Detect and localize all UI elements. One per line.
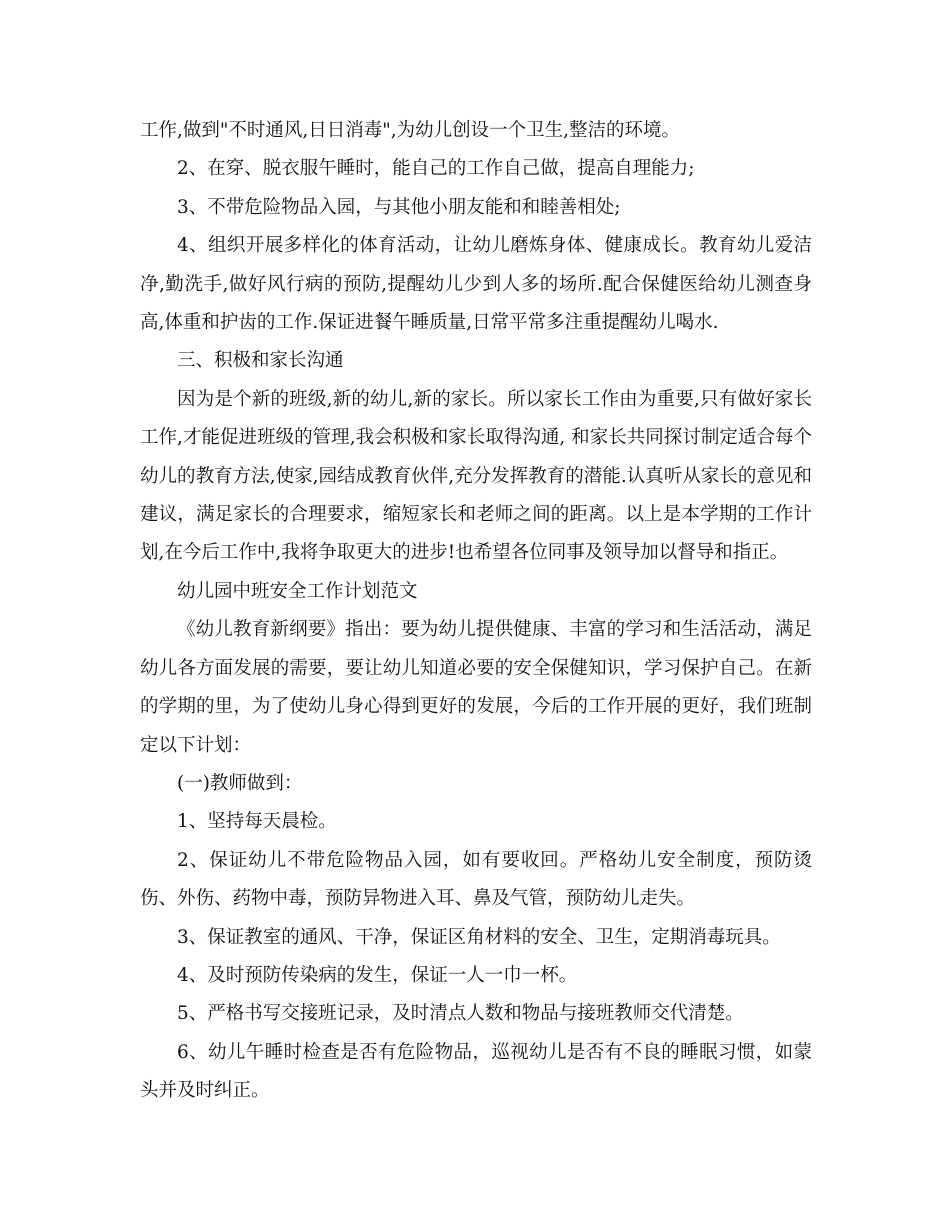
paragraph-intro: 《幼儿教育新纲要》指出：要为幼儿提供健康、丰富的学习和生活活动，满足幼儿各方面发展的需要，要让幼儿知道必要的安全保健知识，学习保护自己。在新的学期的里，为了使幼儿身心得到更好的发展，今后的工作开展的更好，我们班制定以下计划： [140,619,812,756]
paragraph-parent-communication: 因为是个新的班级,新的幼儿,新的家长。所以家长工作由为重要,只有做好家长工作,才能促进班级的管理,我会积极和家长取得沟通, 和家长共同探讨制定适合每个幼儿的教育方法,使家,园结成教育伙伴,充分发挥教育的潜能.认真听从家长的意见和建议，满足家长的合理要求，缩短家长和老师之间的距离。以上是本学期的工作计划,在今后工作中,我将争取更大的进步!也希望各位同事及领导加以督导和指正。 [140,388,812,564]
section-heading-teacher: (一)教师做到： [177,772,303,794]
list-item-5: 5、严格书写交接班记录，及时清点人数和物品与接班教师交代清楚。 [177,1003,744,1025]
list-item-6: 6、幼儿午睡时检查是否有危险物品，巡视幼儿是否有不良的睡眠习惯，如蒙头并及时纠正。 [140,1041,812,1102]
paragraph-item-4: 4、组织开展多样化的体育活动，让幼儿磨炼身体、健康成长。教育幼儿爱洁净,勤洗手,做好风行病的预防,提醒幼儿少到人多的场所.配合保健医给幼儿测查身高,体重和护齿的工作.保证进餐午睡质量,日常平常多注重提醒幼儿喝水. [140,235,812,334]
list-item-1: 1、坚持每天晨检。 [177,811,337,833]
document-subtitle: 幼儿园中班安全工作计划范文 [177,580,418,602]
list-item-3: 3、保证教室的通风、干净，保证区角材料的安全、卫生，定期消毒玩具。 [177,926,781,948]
paragraph-item-2: 2、在穿、脱衣服午睡时，能自己的工作自己做，提高自理能力; [177,158,695,180]
document-body [140,112,812,1111]
section-heading-parent-communication: 三、积极和家长沟通 [177,350,344,372]
paragraph-item-3: 3、不带危险物品入园，与其他小朋友能和和睦善相处; [177,196,621,218]
list-item-4: 4、及时预防传染病的发生，保证一人一巾一杯。 [177,964,578,986]
paragraph-continuation: 工作,做到"不时通风,日日消毒",为幼儿创设一个卫生,整洁的环境。 [140,120,681,141]
list-item-2: 2、保证幼儿不带危险物品入园，如有要收回。严格幼儿安全制度，预防烫伤、外伤、药物中毒，预防异物进入耳、鼻及气管，预防幼儿走失。 [140,849,812,910]
